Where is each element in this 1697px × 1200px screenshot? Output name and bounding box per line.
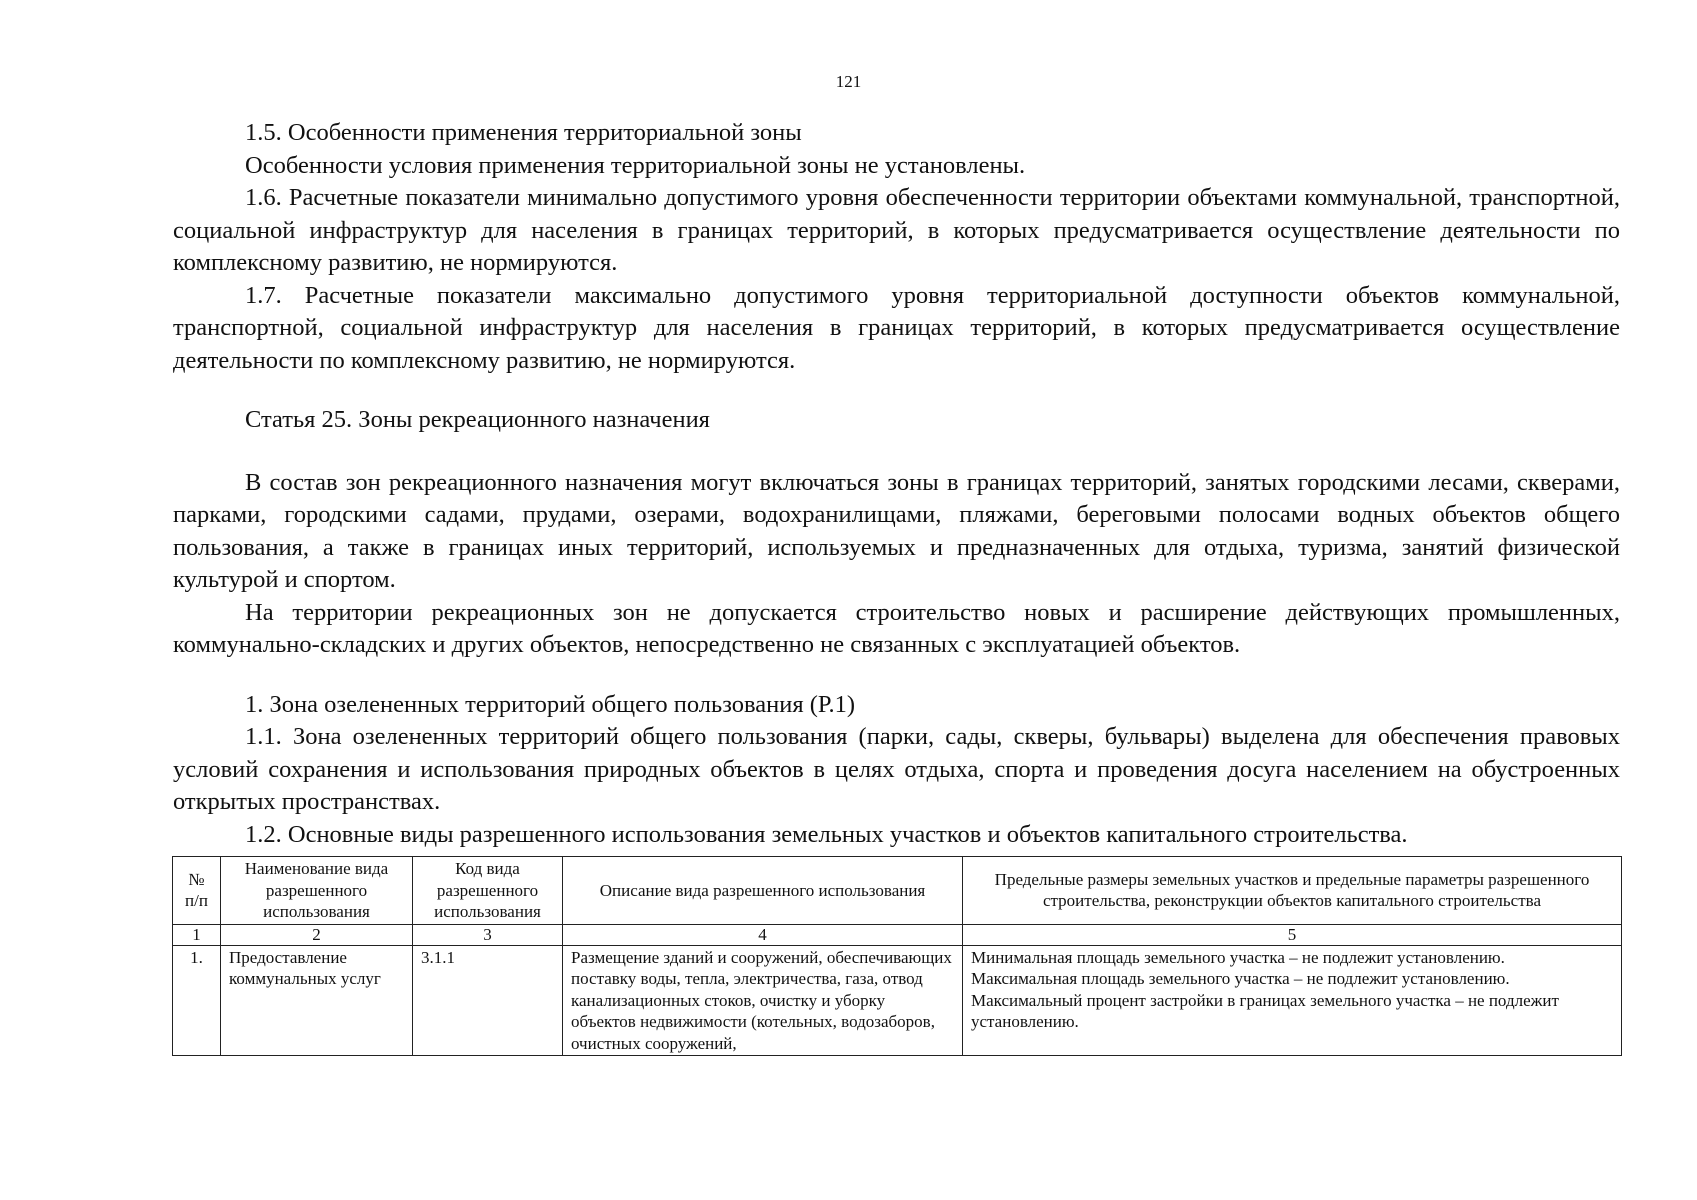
document-body: [173, 117, 1620, 851]
section-1-5-heading: 1.5. Особенности применения территориальной зоны: [245, 119, 802, 146]
column-number: 4: [563, 924, 963, 945]
table-row: [173, 945, 1622, 1056]
table-header-row: [173, 857, 1622, 925]
section-1-7-text: 1.7. Расчетные показатели максимально допустимого уровня территориальной доступности объектов коммунальной, транспортной, социальной инфраструктур для населения в границах территорий, в которых предусматривается осуществление деятельности по комплексному развитию, не нормируются.: [173, 281, 1620, 374]
permitted-uses-table: [172, 856, 1622, 1056]
row-use-code: 3.1.1: [413, 945, 563, 1056]
spacer: [173, 377, 1620, 404]
section-1-6-text: 1.6. Расчетные показатели минимально допустимого уровня обеспеченности территории объектами коммунальной, транспортной, социальной инфраструктур для населения в границах территорий, в которых предусматривается осуществление деятельности по комплексному развитию, не нормируются.: [173, 184, 1620, 276]
column-number: 1: [173, 924, 221, 945]
header-use-name: Наименование вида разрешенного использования: [221, 857, 413, 925]
limit-max-area: Максимальная площадь земельного участка – не подлежит установлению.: [971, 969, 1510, 988]
page-number: 121: [835, 72, 862, 91]
header-use-code: Код вида разрешенного использования: [413, 857, 563, 925]
header-limits: Предельные размеры земельных участков и предельные параметры разрешенного строительства, реконструкции объектов капитального строительства: [963, 857, 1622, 925]
recreation-zones-text: В состав зон рекреационного назначения могут включаться зоны в границах территорий, занятых городскими лесами, скверами, парками, городскими садами, прудами, озерами, водохранилищами, пляжами, береговыми полосами водных объектов общего пользования, а также в границах иных территорий, используемых и предназначенных для отдыха, туризма, занятий физической культурой и спортом.: [173, 468, 1620, 593]
column-number-row: [173, 924, 1622, 945]
row-number: 1.: [173, 945, 221, 1056]
recreation-restrictions-text: На территории рекреационных зон не допускается строительство новых и расширение действующих промышленных, коммунально-складских и других объектов, непосредственно не связанных с эксплуатацией объектов.: [173, 598, 1620, 658]
row-limits: [963, 945, 1622, 1056]
spacer: [173, 662, 1620, 689]
section-1-5-text: Особенности условия применения территориальной зоны не установлены.: [245, 151, 1026, 179]
permitted-uses-heading: 1.2. Основные виды разрешенного использования земельных участков и объектов капитального строительства.: [245, 820, 1408, 848]
limit-min-area: Минимальная площадь земельного участка – не подлежит установлению.: [971, 947, 1505, 967]
header-use-description: Описание вида разрешенного использования: [563, 857, 963, 925]
limit-max-coverage: Максимальный процент застройки в границах земельного участка – не подлежит установлению.: [971, 990, 1559, 1031]
column-number: 3: [413, 924, 563, 945]
article-heading: Статья 25. Зоны рекреационного назначения: [245, 406, 710, 433]
row-use-description: Размещение зданий и сооружений, обеспечивающих поставку воды, тепла, электричества, газа, отвод канализационных стоков, очистку и уборку объектов недвижимости (котельных, водозаборов, очистных сооружений,: [563, 945, 963, 1056]
zone-description-text: 1.1. Зона озелененных территорий общего пользования (парки, сады, скверы, бульвары) выделена для обеспечения правовых условий сохранения и использования природных объектов в целях отдыха, спорта и проведения досуга населением на обустроенных открытых пространствах.: [173, 723, 1620, 815]
column-number: 5: [963, 924, 1622, 945]
column-number: 2: [221, 924, 413, 945]
spacer: [173, 437, 1620, 467]
header-number: № п/п: [173, 857, 221, 925]
row-use-name: Предоставление коммунальных услуг: [221, 945, 413, 1056]
zone-heading: 1. Зона озелененных территорий общего пользования (Р.1): [245, 690, 855, 718]
